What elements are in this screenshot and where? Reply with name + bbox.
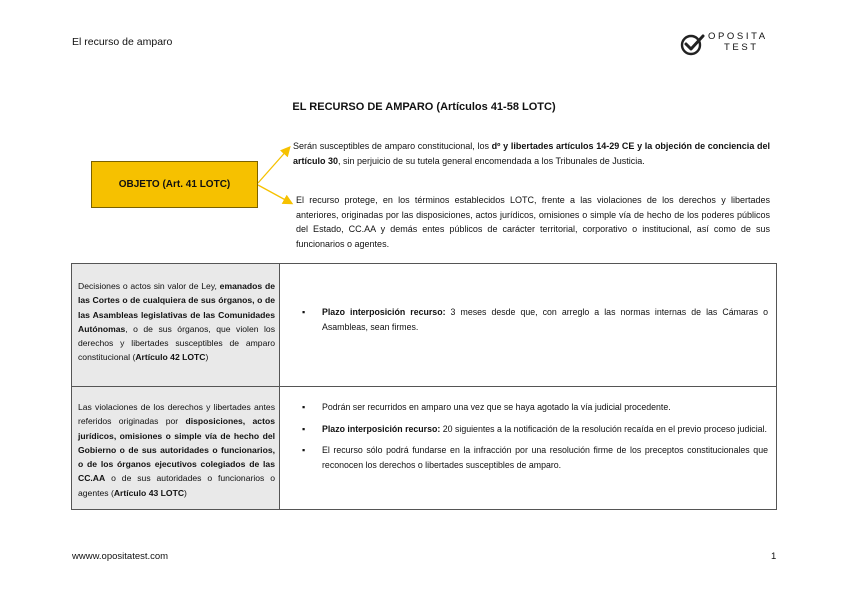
list-item: ▪ Plazo interposición recurso: 3 meses desde que, con arreglo a las normas internas de las Cámaras o Asambleas, sean firmes. xyxy=(280,305,776,334)
page-number: 1 xyxy=(771,551,777,562)
row-2-bullets xyxy=(280,387,776,472)
document-title: EL RECURSO DE AMPARO (Artículos 41-58 LOTC) xyxy=(292,101,556,113)
list-item: ▪ Plazo interposición recurso: 20 siguientes a la notificación de la resolución recaída en el previo proceso judicial. xyxy=(280,422,776,437)
objeto-paragraph-2: El recurso protege, en los términos establecidos LOTC, frente a las violaciones de los derechos y libertades anteriores, originadas por las disposiciones, actos jurídicos, omisiones o simple vía de hecho de los poderes públicos del Estado, CC.AA y demás entes públicos de carácter territorial, corporativo o institucional, así como de sus funcionarios o agentes. xyxy=(296,195,770,249)
table-row xyxy=(72,264,777,387)
list-item: ▪ Podrán ser recurridos en amparo una vez que se haya agotado la vía judicial procedente. xyxy=(280,400,776,415)
header-doc-name: El recurso de amparo xyxy=(72,36,173,48)
list-item: ▪ El recurso sólo podrá fundarse en la infracción por una resolución firme de los preceptos constitucionales que reconocen los derechos o libertades susceptibles de amparo. xyxy=(280,443,776,472)
row-1-description: Decisiones o actos sin valor de Ley, emanados de las Cortes o de cualquiera de sus órganos, o de las Asambleas legislativas de las Comunidades Autónomas, o de sus órganos, que violen los derechos y libertades susceptibles de amparo constitucional (Artículo 42 LOTC) xyxy=(78,281,275,363)
table-cell-left xyxy=(72,264,280,387)
row-1-bullets xyxy=(280,264,776,334)
table-cell-right xyxy=(280,264,777,387)
table-cell-left xyxy=(72,387,280,510)
arrow-upper xyxy=(258,148,289,183)
row-2-description: Las violaciones de los derechos y libertades antes referidos originadas por disposiciones, actos jurídicos, omisiones o simple vía de hecho del Gobierno o de sus autoridades o funcionarios, o de los órganos ejecutivos colegiados de las CC.AA o de sus autoridades o funcionarios o agentes (Artículo 43 LOTC) xyxy=(78,402,275,498)
objeto-paragraph-1: Serán susceptibles de amparo constitucional, los dº y libertades artículos 14-29 CE y la objeción de conciencia del artículo 30, sin perjuicio de su tutela general encomendada a los Tribunales de Justicia. xyxy=(293,141,770,166)
objeto-box: OBJETO (Art. 41 LOTC) xyxy=(91,161,258,208)
arrow-lower xyxy=(258,185,291,203)
logo-line2: TEST xyxy=(724,42,759,53)
table-cell-right xyxy=(280,387,777,510)
recurso-table xyxy=(71,263,777,510)
logo-line1: OPOSITA xyxy=(708,31,768,42)
table-row xyxy=(72,387,777,510)
footer-url: wwww.opositatest.com xyxy=(72,551,169,562)
